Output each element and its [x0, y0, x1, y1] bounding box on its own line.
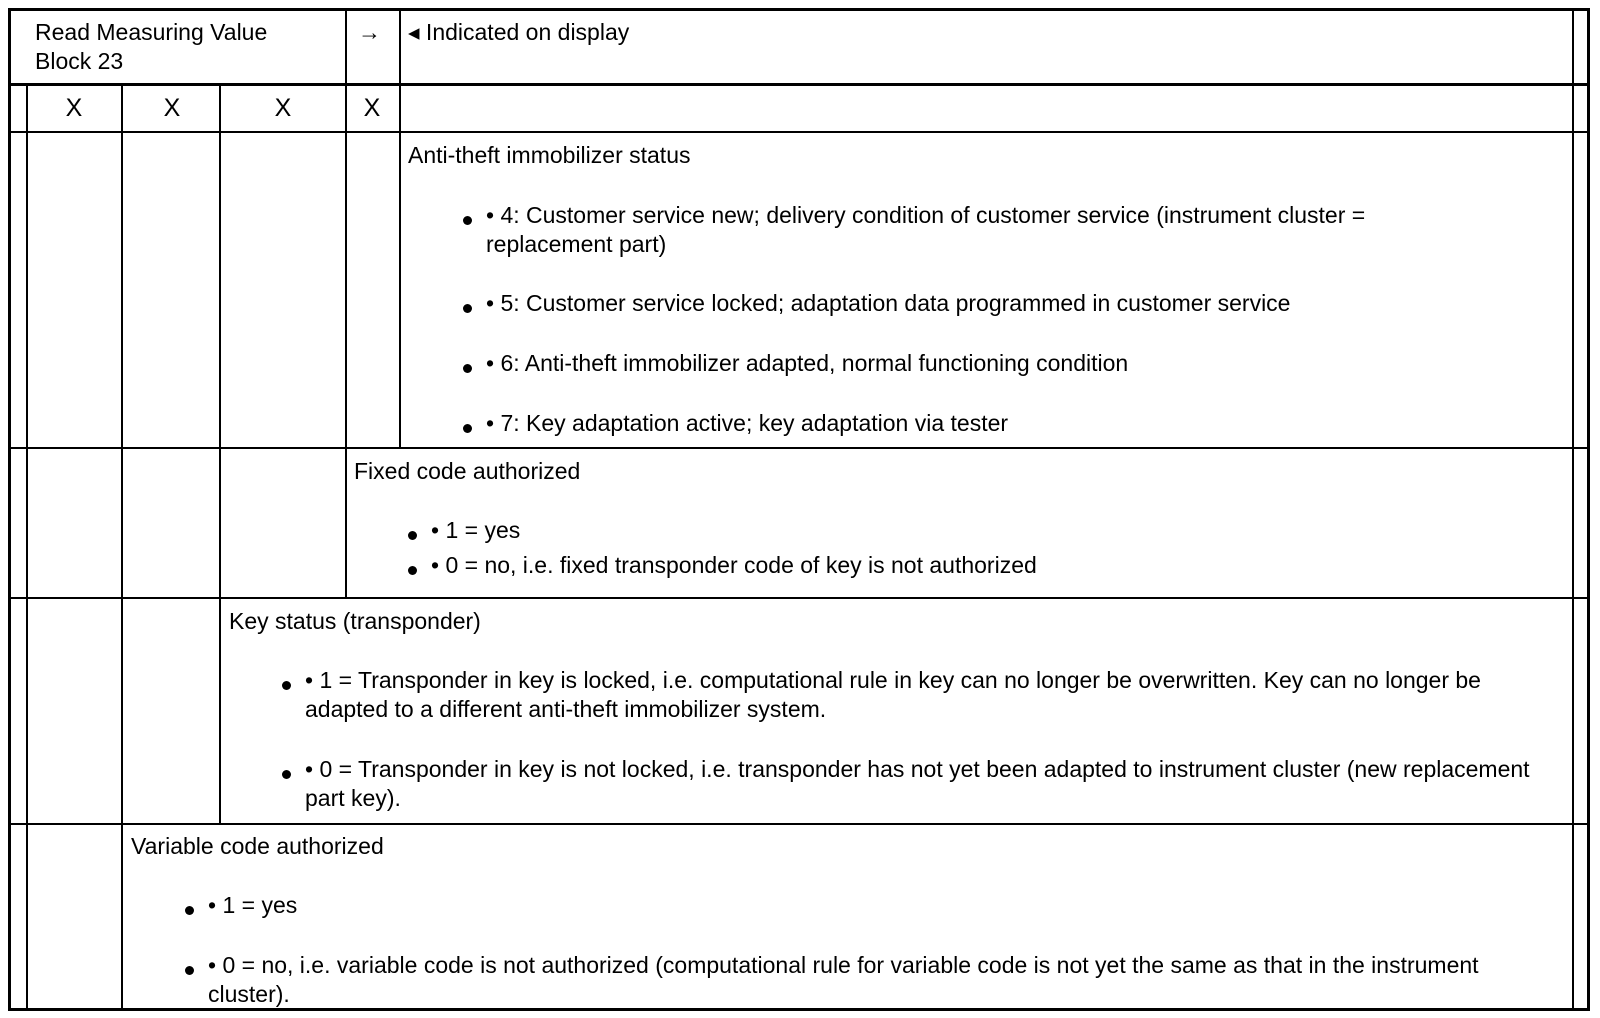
col-line-2: [219, 84, 221, 824]
immobilizer-item-4: • 4: Customer service new; delivery condition of customer service (instrument cluster = replacement part): [486, 202, 1366, 257]
bullet-icon: [408, 531, 417, 540]
section-divider-3: [8, 823, 1590, 825]
header-divider: [8, 83, 1590, 86]
fixed-code-title: Fixed code authorized: [354, 458, 581, 484]
key-status-item-locked: • 1 = Transponder in key is locked, i.e. computational rule in key can no longer be overwritten. Key can no longer be adapted to a different anti-theft immobilizer system.: [305, 667, 1481, 722]
key-status-item-not-locked: • 0 = Transponder in key is not locked, i.e. transponder has not yet been adapted to instrument cluster (new replacement part key).: [305, 756, 1530, 811]
bullet-icon: [282, 770, 291, 779]
x-mark-4: X: [363, 94, 381, 122]
variable-code-title: Variable code authorized: [131, 833, 384, 859]
variable-code-item-yes: • 1 = yes: [208, 892, 298, 918]
variable-code-item-no: • 0 = no, i.e. variable code is not authorized (computational rule for variable code is not yet the same as that in the instrument cluster).: [208, 952, 1479, 1007]
immobilizer-item-6: • 6: Anti-theft immobilizer adapted, normal functioning condition: [486, 350, 1129, 376]
header-title-line2: Block 23: [35, 48, 124, 74]
col-line-3: [345, 8, 347, 599]
key-status-title: Key status (transponder): [229, 608, 481, 634]
section-divider-1: [8, 447, 1590, 449]
bullet-icon: [463, 424, 472, 433]
xrow-divider: [8, 131, 1590, 133]
table-border-top: [8, 8, 1590, 11]
immobilizer-item-5: • 5: Customer service locked; adaptation data programmed in customer service: [486, 290, 1291, 316]
immobilizer-item-7: • 7: Key adaptation active; key adaptation via tester: [486, 410, 1009, 436]
bullet-icon: [408, 566, 417, 575]
header-title-line1: Read Measuring Value: [35, 19, 268, 45]
bullet-icon: [463, 364, 472, 373]
header-display-label: ◂ Indicated on display: [408, 19, 630, 45]
section-divider-2: [8, 597, 1590, 599]
x-mark-3: X: [274, 94, 292, 122]
bullet-icon: [185, 906, 194, 915]
table-border-left: [8, 8, 11, 1011]
x-mark-1: X: [65, 94, 83, 122]
header-arrow-icon: →: [358, 19, 381, 45]
bullet-icon: [185, 966, 194, 975]
fixed-code-item-yes: • 1 = yes: [431, 517, 521, 543]
immobilizer-title: Anti-theft immobilizer status: [408, 142, 691, 168]
table-border-left-inner: [26, 84, 28, 1010]
x-mark-2: X: [163, 94, 181, 122]
table-border-right-inner: [1572, 8, 1574, 1011]
table-border-right: [1587, 8, 1590, 1011]
bullet-icon: [463, 216, 472, 225]
bullet-icon: [282, 681, 291, 690]
bullet-icon: [463, 304, 472, 313]
col-line-4: [399, 8, 401, 449]
fixed-code-item-no: • 0 = no, i.e. fixed transponder code of key is not authorized: [431, 552, 1037, 578]
col-line-1: [121, 84, 123, 1010]
